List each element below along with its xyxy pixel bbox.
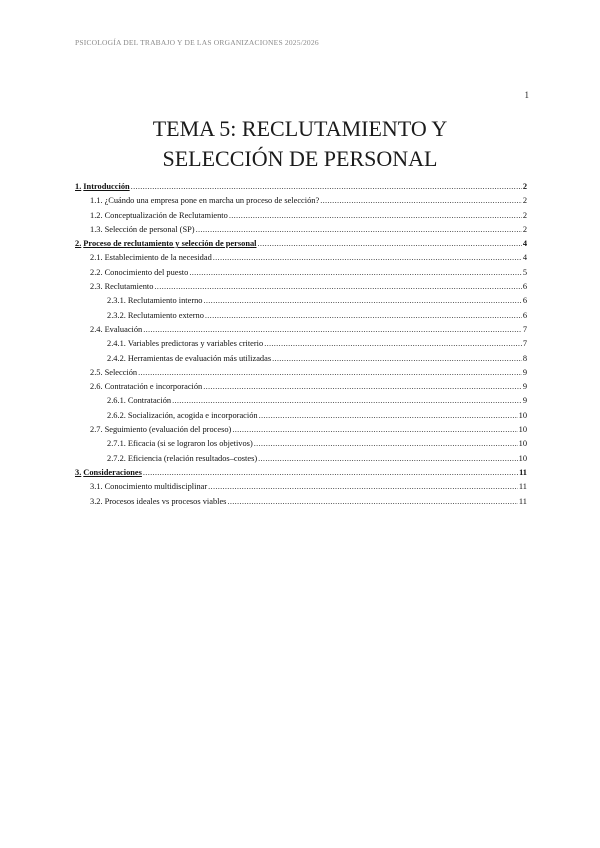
toc-entry[interactable] (75, 280, 527, 294)
toc-entry-label: Conocimiento del puesto (104, 267, 189, 277)
toc-entry-label: Contratación e incorporación (104, 382, 203, 392)
toc-entry-number: 2.5. (90, 367, 103, 377)
toc-entry-number: 2.7. (90, 425, 103, 435)
toc-entry[interactable] (75, 452, 527, 466)
toc-entry[interactable] (75, 394, 527, 408)
toc-dot-leader (154, 280, 521, 294)
toc-dot-leader (196, 223, 522, 237)
title-line-2: SELECCIÓN DE PERSONAL (162, 146, 438, 171)
toc-entry-label: Evaluación (104, 324, 143, 334)
toc-entry[interactable] (75, 409, 527, 423)
toc-entry[interactable] (75, 323, 527, 337)
toc-entry-page: 4 (522, 253, 527, 263)
toc-dot-leader (229, 209, 522, 223)
toc-entry[interactable] (75, 423, 527, 437)
toc-dot-leader (208, 480, 518, 494)
toc-entry-label: Reclutamiento interno (127, 296, 203, 306)
toc-entry-label: Procesos ideales vs procesos viables (104, 496, 227, 506)
toc-dot-leader (254, 437, 518, 451)
toc-dot-leader (203, 380, 522, 394)
toc-entry-label: ¿Cuándo una empresa pone en marcha un proceso de selección? (104, 196, 320, 206)
toc-entry-label: Reclutamiento (104, 282, 154, 292)
toc-entry[interactable] (75, 209, 527, 223)
toc-entry-page: 11 (518, 496, 527, 506)
toc-entry[interactable] (75, 266, 527, 280)
toc-entry-label: Socialización, acogida e incorporación (127, 410, 258, 420)
toc-entry-page: 6 (522, 310, 527, 320)
toc-entry-number: 3. (75, 467, 82, 477)
toc-dot-leader (143, 323, 522, 337)
toc-dot-leader (264, 337, 522, 351)
toc-entry[interactable] (75, 194, 527, 208)
toc-entry-number: 2.1. (90, 253, 103, 263)
toc-entry-label: Contratación (127, 396, 172, 406)
toc-dot-leader (227, 495, 517, 509)
toc-entry-label: Eficiencia (relación resultados–costes) (127, 453, 258, 463)
toc-dot-leader (320, 194, 522, 208)
toc-entry-number: 2.6.1. (107, 396, 126, 406)
toc-dot-leader (189, 266, 522, 280)
toc-entry-number: 2.7.2. (107, 453, 126, 463)
toc-entry-number: 2.3. (90, 282, 103, 292)
toc-entry-page: 8 (522, 353, 527, 363)
toc-entry-page: 2 (522, 182, 527, 191)
toc-entry-label: Conocimiento multidisciplinar (104, 482, 208, 492)
page-number: 1 (524, 90, 529, 100)
toc-dot-leader (143, 466, 518, 480)
toc-dot-leader (172, 394, 522, 408)
toc-entry-number: 1.2. (90, 210, 103, 220)
toc-entry-number: 2.4.2. (107, 353, 126, 363)
toc-entry-label: Selección de personal (SP) (104, 224, 195, 234)
toc-entry[interactable] (75, 223, 527, 237)
toc-entry[interactable] (75, 309, 527, 323)
toc-entry-number: 2.7.1. (107, 439, 126, 449)
toc-dot-leader (272, 352, 522, 366)
toc-entry-label: Reclutamiento externo (127, 310, 204, 320)
toc-entry-label: Proceso de reclutamiento y selección de personal (83, 239, 257, 249)
toc-dot-leader (205, 309, 522, 323)
toc-dot-leader (258, 452, 517, 466)
toc-entry[interactable] (75, 495, 527, 509)
toc-entry-page: 2 (522, 224, 527, 234)
toc-entry-number: 1. (75, 182, 82, 191)
toc-entry[interactable] (75, 237, 527, 251)
toc-entry-label: Consideraciones (83, 467, 142, 477)
toc-dot-leader (232, 423, 517, 437)
toc-entry-page: 10 (518, 453, 527, 463)
document-title (0, 114, 600, 174)
toc-entry-page: 7 (522, 339, 527, 349)
toc-entry-number: 2.2. (90, 267, 103, 277)
toc-entry-label: Introducción (83, 182, 130, 191)
toc-dot-leader (258, 237, 522, 251)
toc-entry-page: 7 (522, 324, 527, 334)
toc-entry-page: 10 (518, 439, 527, 449)
toc-entry-page: 9 (522, 382, 527, 392)
toc-entry-label: Herramientas de evaluación más utilizadas (127, 353, 272, 363)
toc-entry-number: 3.1. (90, 482, 103, 492)
toc-entry-label: Seguimiento (evaluación del proceso) (104, 425, 232, 435)
toc-entry-label: Eficacia (si se lograron los objetivos) (127, 439, 253, 449)
toc-entry[interactable] (75, 180, 527, 194)
toc-dot-leader (138, 366, 522, 380)
running-header: PSICOLOGÍA DEL TRABAJO Y DE LAS ORGANIZACIONES 2025/2026 (75, 38, 319, 47)
toc-dot-leader (259, 409, 518, 423)
toc-entry-page: 11 (518, 482, 527, 492)
toc-entry-label: Establecimiento de la necesidad (104, 253, 212, 263)
toc-entry-page: 9 (522, 396, 527, 406)
toc-entry-number: 2.4.1. (107, 339, 126, 349)
toc-entry[interactable] (75, 294, 527, 308)
toc-entry-number: 1.1. (90, 196, 103, 206)
toc-entry[interactable] (75, 380, 527, 394)
toc-entry-number: 2.6. (90, 382, 103, 392)
toc-entry-page: 9 (522, 367, 527, 377)
toc-entry-label: Variables predictoras y variables criterio (127, 339, 264, 349)
toc-entry-page: 4 (522, 239, 527, 249)
toc-entry-page: 6 (522, 282, 527, 292)
toc-entry-page: 2 (522, 196, 527, 206)
toc-dot-leader (131, 180, 522, 194)
toc-entry-label: Conceptualización de Reclutamiento (104, 210, 228, 220)
toc-entry[interactable] (75, 251, 527, 265)
toc-entry-page: 6 (522, 296, 527, 306)
toc-entry[interactable] (75, 337, 527, 351)
toc-entry-number: 2.3.2. (107, 310, 126, 320)
toc-entry-page: 11 (519, 467, 527, 477)
toc-entry-page: 5 (522, 267, 527, 277)
table-of-contents (75, 180, 527, 509)
toc-dot-leader (204, 294, 522, 308)
toc-entry-page: 10 (518, 410, 527, 420)
toc-entry-number: 2.4. (90, 324, 103, 334)
toc-entry-number: 1.3. (90, 224, 103, 234)
toc-dot-leader (213, 251, 522, 265)
toc-entry-number: 2.3.1. (107, 296, 126, 306)
toc-entry[interactable] (75, 480, 527, 494)
toc-entry-number: 2. (75, 239, 82, 249)
toc-entry-number: 2.6.2. (107, 410, 126, 420)
toc-entry-page: 2 (522, 210, 527, 220)
toc-entry[interactable] (75, 437, 527, 451)
toc-entry[interactable] (75, 366, 527, 380)
toc-entry-label: Selección (104, 367, 138, 377)
toc-entry[interactable] (75, 352, 527, 366)
toc-entry-number: 3.2. (90, 496, 103, 506)
toc-entry[interactable] (75, 466, 527, 480)
title-line-1: TEMA 5: RECLUTAMIENTO Y (152, 116, 448, 141)
toc-entry-page: 10 (518, 425, 527, 435)
